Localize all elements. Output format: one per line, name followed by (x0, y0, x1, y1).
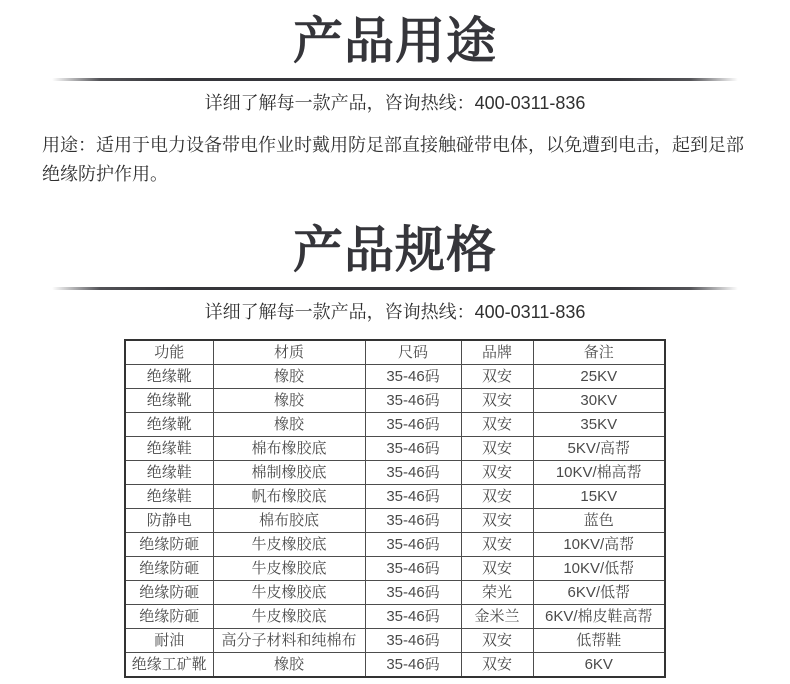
table-cell: 绝缘工矿靴 (125, 653, 213, 678)
table-cell: 35-46码 (365, 653, 461, 678)
table-cell: 15KV (533, 485, 665, 509)
table-row (125, 365, 665, 389)
hotline-text: 详细了解每一款产品，咨询热线：400-0311-836 (204, 93, 586, 113)
section-product-specs (0, 189, 790, 678)
table-cell: 绝缘防砸 (125, 533, 213, 557)
table-cell: 双安 (461, 365, 533, 389)
section-title-specs: 产品规格 (293, 222, 497, 278)
table-row (125, 629, 665, 653)
table-cell: 牛皮橡胶底 (213, 557, 365, 581)
spec-table-body (125, 365, 665, 678)
table-cell: 绝缘鞋 (125, 461, 213, 485)
table-row (125, 437, 665, 461)
table-cell: 双安 (461, 413, 533, 437)
table-cell: 荣光 (461, 581, 533, 605)
table-cell: 牛皮橡胶底 (213, 581, 365, 605)
table-cell: 耐油 (125, 629, 213, 653)
table-cell: 绝缘防砸 (125, 557, 213, 581)
hotline-text: 详细了解每一款产品，咨询热线：400-0311-836 (204, 302, 586, 322)
table-cell: 35-46码 (365, 389, 461, 413)
table-cell: 帆布橡胶底 (213, 485, 365, 509)
table-cell: 双安 (461, 653, 533, 678)
spec-table (124, 339, 666, 678)
table-cell: 绝缘防砸 (125, 581, 213, 605)
table-cell: 35-46码 (365, 509, 461, 533)
divider-rule (52, 287, 738, 290)
table-cell: 绝缘鞋 (125, 437, 213, 461)
table-cell: 高分子材料和纯棉布 (213, 629, 365, 653)
table-cell: 牛皮橡胶底 (213, 533, 365, 557)
table-cell: 双安 (461, 629, 533, 653)
table-cell: 35KV (533, 413, 665, 437)
table-cell: 双安 (461, 461, 533, 485)
table-cell: 防静电 (125, 509, 213, 533)
table-cell: 双安 (461, 557, 533, 581)
table-cell: 金米兰 (461, 605, 533, 629)
table-cell: 棉布胶底 (213, 509, 365, 533)
table-cell: 35-46码 (365, 461, 461, 485)
table-cell: 6KV (533, 653, 665, 678)
table-row (125, 653, 665, 678)
table-cell: 绝缘靴 (125, 389, 213, 413)
table-cell: 35-46码 (365, 413, 461, 437)
column-header: 备注 (533, 340, 665, 365)
column-header: 材质 (213, 340, 365, 365)
table-cell: 35-46码 (365, 437, 461, 461)
table-cell: 橡胶 (213, 653, 365, 678)
table-cell: 双安 (461, 389, 533, 413)
table-cell: 双安 (461, 437, 533, 461)
table-cell: 10KV/棉高帮 (533, 461, 665, 485)
usage-paragraph: 用途：适用于电力设备带电作业时戴用防足部直接触碰带电体，以免遭到电击，起到足部绝缘防护作用。 (42, 135, 744, 184)
table-cell: 牛皮橡胶底 (213, 605, 365, 629)
table-cell: 双安 (461, 509, 533, 533)
table-cell: 绝缘鞋 (125, 485, 213, 509)
table-cell: 35-46码 (365, 533, 461, 557)
column-header: 品牌 (461, 340, 533, 365)
table-cell: 35-46码 (365, 605, 461, 629)
table-row (125, 581, 665, 605)
table-cell: 低帮鞋 (533, 629, 665, 653)
table-row (125, 389, 665, 413)
table-cell: 棉制橡胶底 (213, 461, 365, 485)
table-cell: 10KV/高帮 (533, 533, 665, 557)
table-row (125, 533, 665, 557)
table-row (125, 509, 665, 533)
table-cell: 30KV (533, 389, 665, 413)
table-cell: 双安 (461, 485, 533, 509)
table-cell: 35-46码 (365, 557, 461, 581)
column-header: 功能 (125, 340, 213, 365)
table-cell: 双安 (461, 533, 533, 557)
table-cell: 橡胶 (213, 365, 365, 389)
table-cell: 绝缘靴 (125, 365, 213, 389)
table-row (125, 413, 665, 437)
spec-table-head (125, 340, 665, 365)
table-cell: 橡胶 (213, 413, 365, 437)
table-cell: 25KV (533, 365, 665, 389)
table-cell: 35-46码 (365, 629, 461, 653)
table-row (125, 485, 665, 509)
table-header-row (125, 340, 665, 365)
table-row (125, 461, 665, 485)
section-product-usage (0, 0, 790, 189)
table-cell: 35-46码 (365, 485, 461, 509)
section-title-usage: 产品用途 (293, 13, 497, 69)
table-cell: 绝缘靴 (125, 413, 213, 437)
table-cell: 棉布橡胶底 (213, 437, 365, 461)
table-cell: 10KV/低帮 (533, 557, 665, 581)
table-cell: 蓝色 (533, 509, 665, 533)
table-cell: 绝缘防砸 (125, 605, 213, 629)
table-cell: 5KV/高帮 (533, 437, 665, 461)
table-row (125, 605, 665, 629)
table-cell: 35-46码 (365, 365, 461, 389)
column-header: 尺码 (365, 340, 461, 365)
table-row (125, 557, 665, 581)
divider-rule (52, 78, 738, 81)
table-cell: 6KV/棉皮鞋高帮 (533, 605, 665, 629)
table-cell: 35-46码 (365, 581, 461, 605)
table-cell: 橡胶 (213, 389, 365, 413)
table-cell: 6KV/低帮 (533, 581, 665, 605)
